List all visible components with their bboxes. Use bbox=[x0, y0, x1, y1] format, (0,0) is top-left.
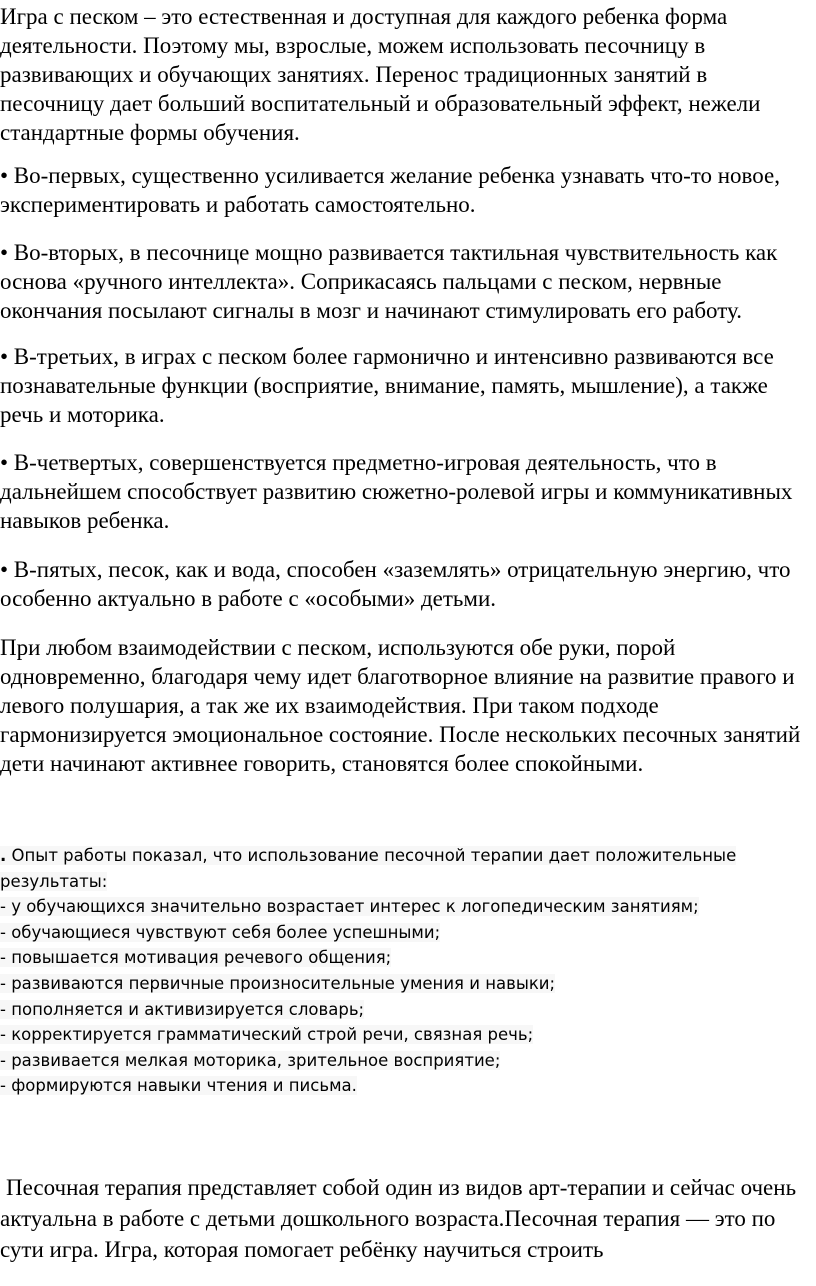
list-item bbox=[0, 971, 816, 997]
bullet-fifth: • В-пятых, песок, как и вода, способен «заземлять» отрицательную энергию, что особенно актуально в работе с «особыми» детьми. bbox=[0, 557, 791, 611]
result-item-pronunciation: - развиваются первичные произносительные умения и навыки; bbox=[0, 973, 556, 993]
sand-therapy-paragraph bbox=[0, 1172, 816, 1265]
results-intro-line-2 bbox=[0, 869, 816, 895]
bullet-third: • В-третьих, в играх с песком более гармонично и интенсивно развиваются все познавательные функции (восприятие, внимание, память, мышление), а также речь и моторика. bbox=[0, 344, 774, 427]
bullet-first: • Во-первых, существенно усиливается желание ребенка узнавать что-то новое, экспериментировать и работать самостоятельно. bbox=[0, 163, 780, 217]
intro-paragraph: Игра с песком – это естественная и доступная для каждого ребенка форма деятельности. Поэтому мы, взрослые, можем использовать песочницу в развивающих и обучающих занятиях. Перенос традиционных занятий в песочницу дает больший воспитательный и образовательный эффект, нежели стандартные формы обучения. bbox=[0, 4, 761, 145]
list-item bbox=[0, 997, 816, 1023]
list-item bbox=[0, 894, 816, 920]
list-item bbox=[0, 1022, 816, 1048]
result-item-motor-skills: - развивается мелкая моторика, зрительное восприятие; bbox=[0, 1050, 501, 1070]
result-item-motivation: - повышается мотивация речевого общения; bbox=[0, 948, 392, 968]
list-item bbox=[0, 920, 816, 946]
results-list bbox=[0, 843, 816, 1099]
list-item bbox=[0, 1048, 816, 1074]
result-item-success: - обучающиеся чувствуют себя более успешными; bbox=[0, 922, 441, 942]
result-item-vocabulary: - пополняется и активизируется словарь; bbox=[0, 999, 365, 1019]
result-item-grammar: - корректируется грамматический строй речи, связная речь; bbox=[0, 1025, 534, 1045]
results-intro-text: Опыт работы показал, что использование песочной терапии дает положительные bbox=[6, 846, 737, 865]
hands-paragraph: При любом взаимодействии с песком, используются обе руки, порой одновременно, благодаря чему идет благотворное влияние на развитие правого и левого полушария, а так же их взаимодействия. При таком подходе гармонизируется эмоциональное состояние. После нескольких песочных занятий дети начинают активнее говорить, становятся более спокойными. bbox=[0, 635, 801, 776]
list-item bbox=[0, 945, 816, 971]
result-item-reading-writing: - формируются навыки чтения и письма. bbox=[0, 1076, 357, 1096]
results-intro-text-2: результаты: bbox=[0, 871, 108, 891]
list-item bbox=[0, 1073, 816, 1099]
results-dot: . bbox=[0, 846, 7, 865]
bullet-fourth: • В-четвертых, совершенствуется предметно-игровая деятельность, что в дальнейшем способствует развитию сюжетно-ролевой игры и коммуникативных навыков ребенка. bbox=[0, 450, 793, 533]
result-item-interest: - у обучающихся значительно возрастает интерес к логопедическим занятиям; bbox=[0, 897, 699, 917]
bullet-second: • Во-вторых, в песочнице мощно развивается тактильная чувствительность как основа «ручного интеллекта». Соприкасаясь пальцами с песком, нервные окончания посылают сигналы в мозг и начинают стимулировать его работу. bbox=[0, 240, 778, 323]
results-intro-line bbox=[0, 843, 816, 869]
sand-therapy-text: Песочная терапия представляет собой один из видов арт-терапии и сейчас очень актуальна в работе с детьми дошкольного возраста.Песочная терапия — это по сути игра. Игра, которая помогает ребёнку научиться строить bbox=[0, 1175, 797, 1262]
